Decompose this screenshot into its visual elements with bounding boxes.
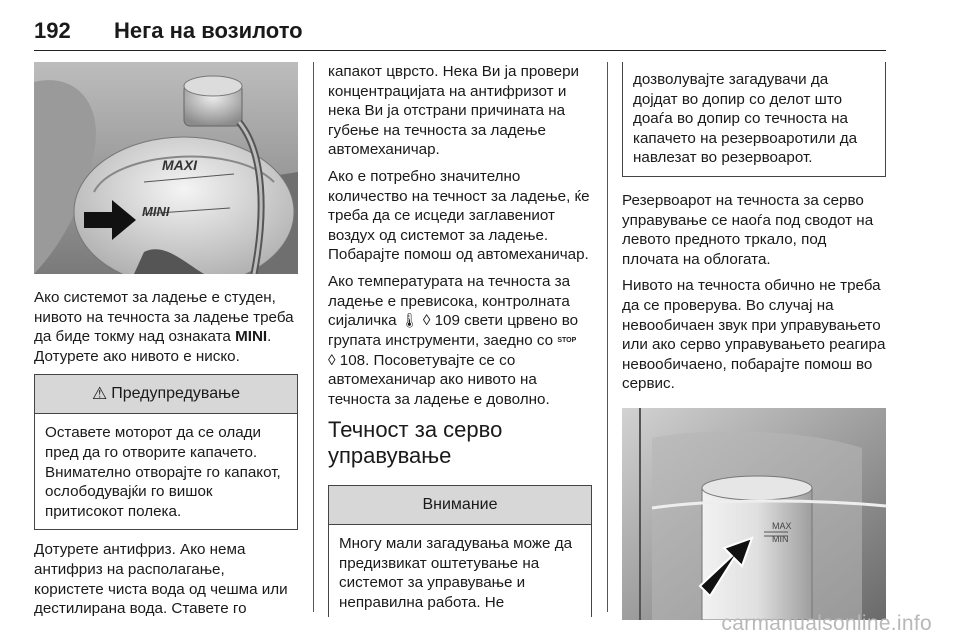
- column-divider: [607, 62, 608, 612]
- air-bleed-paragraph: Ако е потребно значително количество на течност за ладење, ќе треба да се исцеди заглавениот воздух од системот за ладење. Побарајте помош од автомеханичар.: [328, 167, 590, 264]
- notice-box-continued: [622, 62, 886, 177]
- coolant-reservoir-illustration: [34, 62, 298, 274]
- page-ref-icon: ◊: [422, 312, 431, 330]
- warning-triangle-icon: ⚠: [91, 384, 108, 404]
- max-marker-label: MAXI: [162, 157, 197, 173]
- cap-paragraph: капакот цврсто. Нека Ви ја провери концентрацијата на антифризот и нека Ви ја отстрани причината на губење на течноста за ладење автомеханичар.: [328, 63, 580, 159]
- column-middle: [328, 62, 592, 617]
- column-divider: [313, 62, 314, 612]
- power-steering-reservoir-paragraph: Резервоарот на течноста за серво управување се наоѓа под сводот на левото предното тркало, под плочата на облогата.: [622, 191, 874, 268]
- notice-box: [328, 485, 592, 616]
- page-header: [34, 18, 886, 51]
- warning-box: [34, 374, 298, 530]
- power-steering-reservoir-photo: [622, 408, 886, 620]
- temperature-paragraph: Ако температурата на течноста за ладење е превисока, контролната сијаличка 🌡 ◊ 109 свети црвено во групата инструменти, заедно со STOP ◊ 108. Посоветувајте се со автомеханичар ако нивото на течноста за ладење е доволно.: [328, 272, 579, 408]
- power-steering-level-paragraph: Нивото на течноста обично не треба да се проверува. Во случај на невообичаен звук при управувањето или ако серво управувањето реагира невообичаено, побарајте помош во сервис.: [622, 277, 886, 393]
- warning-header: ⚠ Предупредување: [35, 375, 297, 414]
- section-heading: Течност за серво управување: [328, 417, 503, 469]
- min-marker-label: MIN: [772, 533, 789, 544]
- stop-indicator-label: STOP: [557, 336, 577, 344]
- warning-text: Оставете моторот да се олади пред да го отворите капачето. Внимателно отворајте го капакот, ослободувајќи го вишок притисокот полека.: [45, 424, 281, 520]
- column-left: [34, 62, 298, 626]
- coolant-level-paragraph: Ако системот за ладење е студен, нивото на течноста за ладење треба да биде токму над ознаката MINI. Дотурете ако нивото е ниско.: [34, 289, 294, 365]
- notice-text-continued: дозволувајте загадувачи да дојдат во допир со делот што доаѓа во допир со течноста на капачето на резервоаротили да навлезат во резервоарот.: [633, 71, 858, 167]
- power-steering-illustration: [622, 408, 886, 620]
- column-right: [622, 62, 886, 620]
- page-ref-icon: ◊: [328, 351, 336, 369]
- page-title: Нега на возилото: [114, 18, 303, 43]
- notice-text: Многу мали загадувања може да предизвикат оштетување на системот за управување и неправилна работа. Не: [339, 535, 573, 612]
- min-marker-label: MINI: [142, 204, 170, 219]
- watermark: carmanualsonline.info: [721, 612, 932, 635]
- max-marker-label: MAX: [772, 520, 792, 531]
- notice-header: Внимание: [329, 486, 591, 525]
- coolant-reservoir-photo: [34, 62, 298, 274]
- coolant-temperature-icon: 🌡: [400, 312, 419, 329]
- page-number: 192: [34, 18, 71, 43]
- antifreeze-paragraph: Дотурете антифриз. Ако нема антифриз на располагање, користете чиста вода од чешма или дестилирана вода. Ставете го: [34, 541, 288, 618]
